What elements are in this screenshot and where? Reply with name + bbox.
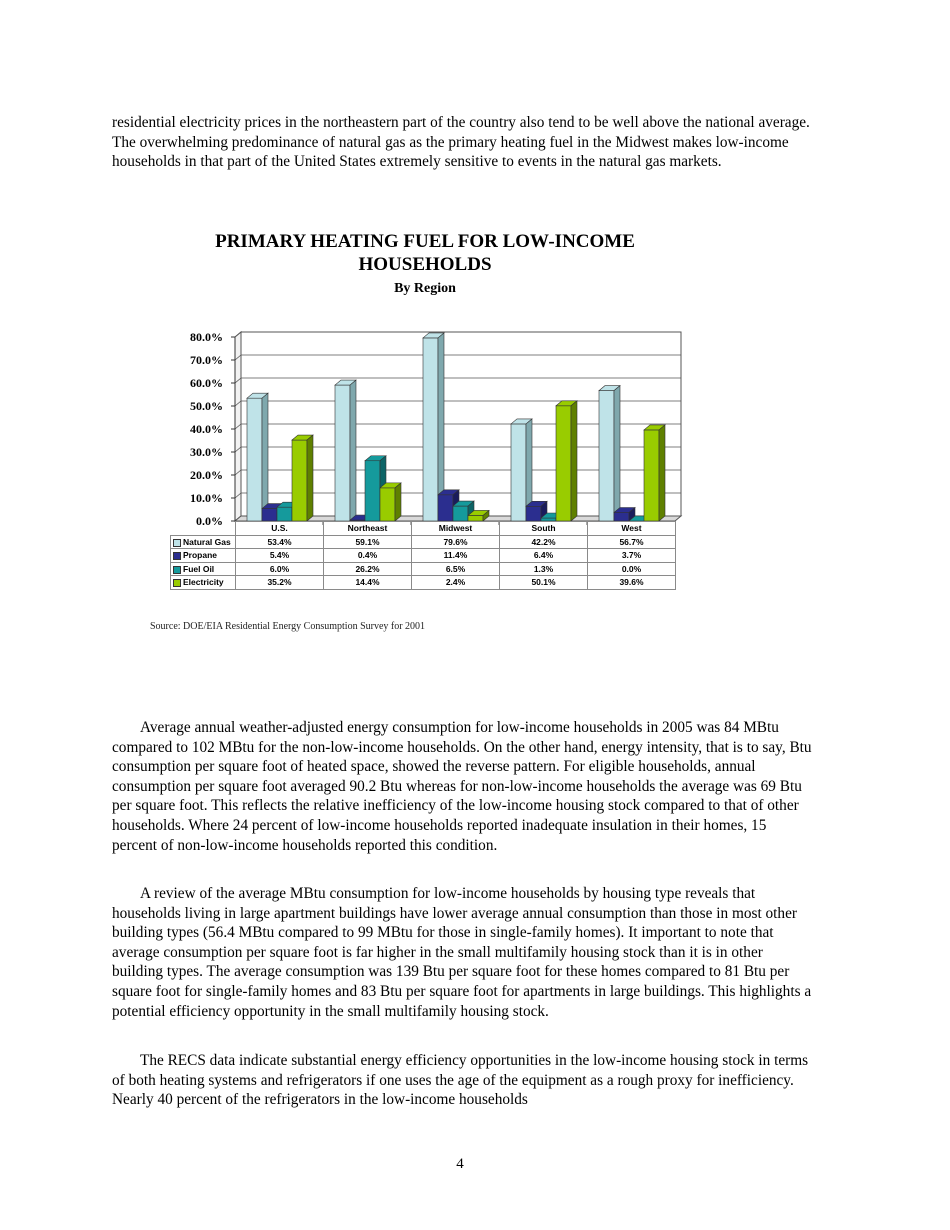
bar-side	[395, 483, 401, 521]
category-label: Northeast	[324, 522, 412, 536]
legend-entry	[171, 549, 236, 563]
data-label: 79.6%	[412, 535, 500, 549]
bar	[423, 338, 438, 521]
data-label: 0.0%	[588, 562, 676, 576]
y-tick-label: 20.0%	[190, 468, 223, 482]
bar-side	[262, 393, 268, 521]
source-note: Source: DOE/EIA Residential Energy Consumption Survey for 2001	[150, 621, 426, 632]
bar-side	[307, 435, 313, 521]
bar	[599, 391, 614, 521]
data-label: 39.6%	[588, 576, 676, 590]
chart-data-table	[170, 521, 676, 590]
body-paragraph: Average annual weather-adjusted energy consumption for low-income households in 2005 was 84 MBtu compared to 102 MBtu for the non-low-income households. On the other hand, energy intensity, that is to say, Btu consumption per square foot of heated space, showed the reverse pattern. For eligible households, annual consumption per square foot averaged 90.2 Btu whereas for non-low-income households the average was 69 Btu per square foot. This reflects the relative inefficiency of the low-income housing stock compared to that of other households. Where 24 percent of low-income households reported inadequate insulation in their homes, 15 percent of non-low-income households reported this condition.	[112, 719, 812, 854]
bar	[644, 430, 659, 521]
bar	[511, 424, 526, 521]
data-label: 2.4%	[412, 576, 500, 590]
body-paragraph: The RECS data indicate substantial energy efficiency opportunities in the low-income housing stock in terms of both heating systems and refrigerators if one uses the age of the equipment as a rough proxy for inefficiency. Nearly 40 percent of the refrigerators in the low-income households	[112, 1052, 809, 1109]
table-row	[171, 562, 676, 576]
bar	[556, 406, 571, 521]
data-label: 6.4%	[500, 549, 588, 563]
bar	[438, 495, 453, 521]
y-tick-label: 50.0%	[190, 399, 223, 413]
y-tick-label: 30.0%	[190, 445, 223, 459]
data-label: 1.3%	[500, 562, 588, 576]
bar	[277, 507, 292, 521]
bar	[247, 398, 262, 521]
category-label: South	[500, 522, 588, 536]
legend-swatch	[173, 552, 181, 560]
body-paragraph: A review of the average MBtu consumption for low-income households by housing type reveals that households living in large apartment buildings have lower average annual consumption than those in most other building types (56.4 MBtu compared to 99 MBtu for those in single-family homes). It important to note that average consumption per square foot is far higher in the small multifamily housing stock than it is in other building types. The average consumption was 139 Btu per square foot for these homes compared to 81 Btu per square foot for single-family homes and 83 Btu per square foot for apartments in large buildings. This highlights a potential efficiency opportunity in the small multifamily housing stock.	[112, 885, 812, 1020]
page-number: 4	[456, 1156, 464, 1172]
bar	[526, 506, 541, 521]
bar-side	[659, 425, 665, 521]
data-label: 5.4%	[236, 549, 324, 563]
table-row	[171, 576, 676, 590]
data-label: 56.7%	[588, 535, 676, 549]
legend-swatch	[173, 566, 181, 574]
data-label: 11.4%	[412, 549, 500, 563]
data-label: 6.0%	[236, 562, 324, 576]
table-row	[171, 549, 676, 563]
data-label: 3.7%	[588, 549, 676, 563]
intro-paragraph: residential electricity prices in the northeastern part of the country also tend to be well above the national average. The overwhelming predominance of natural gas as the primary heating fuel in the Midwest makes low-income households in that part of the United States extremely sensitive to events in the natural gas markets.	[112, 114, 810, 171]
bar	[453, 506, 468, 521]
data-label: 53.4%	[236, 535, 324, 549]
data-label: 6.5%	[412, 562, 500, 576]
data-label: 35.2%	[236, 576, 324, 590]
legend-swatch	[173, 579, 181, 587]
category-label: Midwest	[412, 522, 500, 536]
legend-swatch	[173, 539, 181, 547]
data-label: 26.2%	[324, 562, 412, 576]
data-label: 0.4%	[324, 549, 412, 563]
bar	[262, 509, 277, 521]
bar	[335, 385, 350, 521]
table-header-row	[171, 522, 676, 536]
y-tick-label: 70.0%	[190, 353, 223, 367]
chart-title: PRIMARY HEATING FUEL FOR LOW-INCOME HOUSEHOLDS	[215, 231, 635, 275]
series-name: Electricity	[183, 577, 224, 588]
y-tick-label: 0.0%	[196, 514, 223, 528]
bar	[365, 461, 380, 521]
category-label: U.S.	[236, 522, 324, 536]
series-name: Fuel Oil	[183, 563, 215, 574]
bar-side	[350, 380, 356, 521]
legend-entry	[171, 576, 236, 590]
bar	[614, 512, 629, 521]
series-name: Natural Gas	[183, 536, 231, 547]
data-label: 14.4%	[324, 576, 412, 590]
bar	[292, 440, 307, 521]
series-name: Propane	[183, 550, 218, 561]
y-tick-label: 10.0%	[190, 491, 223, 505]
data-label: 59.1%	[324, 535, 412, 549]
data-label: 50.1%	[500, 576, 588, 590]
category-label: West	[588, 522, 676, 536]
bar-side	[571, 401, 577, 521]
chart-subtitle: By Region	[394, 281, 456, 296]
bar	[380, 488, 395, 521]
y-tick-label: 80.0%	[190, 330, 223, 344]
bar-side	[614, 386, 620, 521]
table-row	[171, 535, 676, 549]
legend-entry	[171, 562, 236, 576]
y-tick-label: 60.0%	[190, 376, 223, 390]
data-label: 42.2%	[500, 535, 588, 549]
legend-entry	[171, 535, 236, 549]
y-tick-label: 40.0%	[190, 422, 223, 436]
